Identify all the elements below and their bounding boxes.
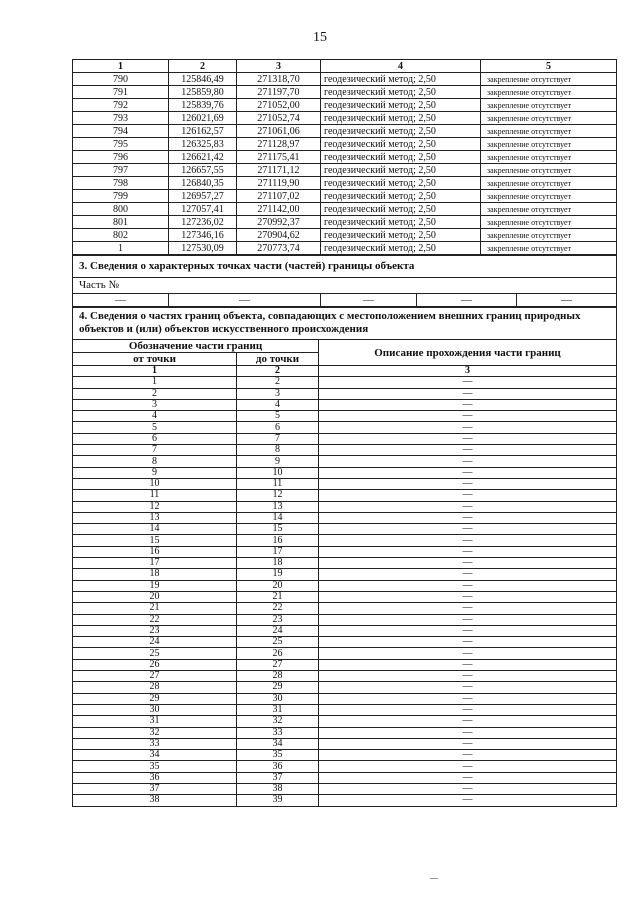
table-cell: 39 bbox=[237, 795, 319, 806]
table-row bbox=[73, 738, 617, 749]
table-cell: — bbox=[319, 693, 617, 704]
table-cell: — bbox=[319, 659, 617, 670]
table-row bbox=[73, 783, 617, 794]
table-row bbox=[73, 569, 617, 580]
table-cell: 23 bbox=[73, 625, 237, 636]
table-cell: 13 bbox=[237, 501, 319, 512]
table-cell: геодезический метод; 2,50 bbox=[321, 138, 481, 151]
table-cell: 13 bbox=[73, 512, 237, 523]
table-cell: 794 bbox=[73, 125, 169, 138]
table-cell: 4 bbox=[73, 411, 237, 422]
table-cell: 270773,74 bbox=[237, 242, 321, 255]
table-cell: 801 bbox=[73, 216, 169, 229]
table-cell: 19 bbox=[237, 569, 319, 580]
table-cell: — bbox=[319, 546, 617, 557]
table-cell: — bbox=[319, 535, 617, 546]
table-cell: 16 bbox=[237, 535, 319, 546]
table-cell: геодезический метод; 2,50 bbox=[321, 203, 481, 216]
table-cell: 802 bbox=[73, 229, 169, 242]
header-cell: 1 bbox=[73, 60, 169, 73]
table-cell: геодезический метод; 2,50 bbox=[321, 177, 481, 190]
table-row bbox=[73, 524, 617, 535]
table-cell: 271119,90 bbox=[237, 177, 321, 190]
table-cell: 26 bbox=[73, 659, 237, 670]
table-cell: закрепление отсутствует bbox=[481, 242, 617, 255]
table-cell: — bbox=[319, 524, 617, 535]
table-cell: 796 bbox=[73, 151, 169, 164]
table-cell: 271142,00 bbox=[237, 203, 321, 216]
table-cell: — bbox=[319, 648, 617, 659]
table-row bbox=[73, 693, 617, 704]
table-cell: — bbox=[319, 671, 617, 682]
table-row bbox=[73, 716, 617, 727]
dash-cell: — bbox=[321, 294, 417, 308]
table-cell: — bbox=[319, 490, 617, 501]
table-cell: — bbox=[319, 467, 617, 478]
table-cell: 799 bbox=[73, 190, 169, 203]
table-cell: — bbox=[319, 704, 617, 715]
table-cell: 7 bbox=[237, 433, 319, 444]
table-row bbox=[73, 229, 617, 242]
table-cell: 127346,16 bbox=[169, 229, 237, 242]
table-cell: 1 bbox=[73, 377, 237, 388]
table-cell: 3 bbox=[73, 399, 237, 410]
table-cell: закрепление отсутствует bbox=[481, 86, 617, 99]
table-cell: 32 bbox=[237, 716, 319, 727]
page-number: 15 bbox=[313, 30, 327, 45]
section4-title: 4. Сведения о частях границ объекта, совпадающих с местоположением внешних границ природных объектов и (или) объектов искусственного происхождения bbox=[73, 307, 617, 340]
table-cell: — bbox=[319, 411, 617, 422]
table-cell: 35 bbox=[73, 761, 237, 772]
table-cell: 24 bbox=[237, 625, 319, 636]
table-cell: 271171,12 bbox=[237, 164, 321, 177]
table-cell: 2 bbox=[73, 388, 237, 399]
table-cell: 11 bbox=[237, 478, 319, 489]
table-cell: 31 bbox=[73, 716, 237, 727]
table-row bbox=[73, 216, 617, 229]
table-cell: 27 bbox=[73, 671, 237, 682]
table-cell: — bbox=[319, 388, 617, 399]
table-cell: геодезический метод; 2,50 bbox=[321, 73, 481, 86]
table-cell: — bbox=[319, 727, 617, 738]
table-cell: — bbox=[319, 422, 617, 433]
table-cell: 5 bbox=[237, 411, 319, 422]
table-row bbox=[73, 546, 617, 557]
table-row bbox=[73, 625, 617, 636]
table-cell: — bbox=[319, 603, 617, 614]
table-row bbox=[73, 648, 617, 659]
table-cell: 37 bbox=[237, 772, 319, 783]
table-cell: 127236,02 bbox=[169, 216, 237, 229]
table-row bbox=[73, 637, 617, 648]
table-cell: 24 bbox=[73, 637, 237, 648]
table-row bbox=[73, 422, 617, 433]
table-cell: 8 bbox=[237, 445, 319, 456]
table-cell: 14 bbox=[237, 512, 319, 523]
table-cell: — bbox=[319, 433, 617, 444]
table-cell: 271061,06 bbox=[237, 125, 321, 138]
table-cell: закрепление отсутствует bbox=[481, 190, 617, 203]
table-cell: 126162,57 bbox=[169, 125, 237, 138]
table-row bbox=[73, 671, 617, 682]
table-cell: 127530,09 bbox=[169, 242, 237, 255]
coordinates-table bbox=[72, 59, 617, 255]
table-row bbox=[73, 795, 617, 806]
table-cell: 25 bbox=[237, 637, 319, 648]
table-row bbox=[73, 151, 617, 164]
dash-cell: — bbox=[417, 294, 517, 308]
table-row bbox=[73, 512, 617, 523]
table-cell: 30 bbox=[237, 693, 319, 704]
table-cell: — bbox=[319, 478, 617, 489]
table-cell: 10 bbox=[73, 478, 237, 489]
table-cell: 2 bbox=[237, 377, 319, 388]
table-row bbox=[73, 750, 617, 761]
table-cell: 271175,41 bbox=[237, 151, 321, 164]
table-row bbox=[73, 164, 617, 177]
table-cell: 126021,69 bbox=[169, 112, 237, 125]
table-cell: 32 bbox=[73, 727, 237, 738]
table-cell: — bbox=[319, 580, 617, 591]
table-cell: 271318,70 bbox=[237, 73, 321, 86]
table-cell: 126325,83 bbox=[169, 138, 237, 151]
header-cell: 4 bbox=[321, 60, 481, 73]
table-cell: 38 bbox=[73, 795, 237, 806]
table-row bbox=[73, 478, 617, 489]
table-cell: закрепление отсутствует bbox=[481, 112, 617, 125]
table-cell: 36 bbox=[237, 761, 319, 772]
table-cell: геодезический метод; 2,50 bbox=[321, 242, 481, 255]
table-cell: 26 bbox=[237, 648, 319, 659]
table-cell: 4 bbox=[237, 399, 319, 410]
table-cell: 271197,70 bbox=[237, 86, 321, 99]
table-cell: — bbox=[319, 716, 617, 727]
col-desc-header: Описание прохождения части границ bbox=[319, 340, 617, 366]
header-cell: 2 bbox=[169, 60, 237, 73]
table-row bbox=[73, 490, 617, 501]
table-cell: закрепление отсутствует bbox=[481, 203, 617, 216]
table-cell: 12 bbox=[73, 501, 237, 512]
table-row bbox=[73, 727, 617, 738]
table-cell: закрепление отсутствует bbox=[481, 125, 617, 138]
table-cell: 270904,62 bbox=[237, 229, 321, 242]
table-cell: геодезический метод; 2,50 bbox=[321, 99, 481, 112]
table-cell: закрепление отсутствует bbox=[481, 73, 617, 86]
table-cell: 34 bbox=[237, 738, 319, 749]
table-cell: 127057,41 bbox=[169, 203, 237, 216]
table-cell: 790 bbox=[73, 73, 169, 86]
table-row bbox=[73, 501, 617, 512]
table-cell: 125846,49 bbox=[169, 73, 237, 86]
dash-cell: — bbox=[169, 294, 321, 308]
table-cell: 271107,02 bbox=[237, 190, 321, 203]
num-header-cell: 2 bbox=[237, 366, 319, 377]
table-row bbox=[73, 445, 617, 456]
table-cell: 7 bbox=[73, 445, 237, 456]
header-cell: 3 bbox=[237, 60, 321, 73]
table-cell: закрепление отсутствует bbox=[481, 216, 617, 229]
table-cell: закрепление отсутствует bbox=[481, 229, 617, 242]
table-row bbox=[73, 73, 617, 86]
table-cell: геодезический метод; 2,50 bbox=[321, 164, 481, 177]
table-cell: — bbox=[319, 399, 617, 410]
table-cell: — bbox=[319, 795, 617, 806]
table-cell: 29 bbox=[73, 693, 237, 704]
table-cell: 16 bbox=[73, 546, 237, 557]
col-to-header: до точки bbox=[237, 353, 319, 366]
table-row bbox=[73, 177, 617, 190]
table-cell: 20 bbox=[73, 591, 237, 602]
table-cell: — bbox=[319, 750, 617, 761]
table-cell: геодезический метод; 2,50 bbox=[321, 151, 481, 164]
section4-table bbox=[72, 306, 617, 807]
scan-mark bbox=[430, 878, 438, 879]
table-cell: 792 bbox=[73, 99, 169, 112]
table-row bbox=[73, 86, 617, 99]
table-cell: 793 bbox=[73, 112, 169, 125]
table-row bbox=[73, 704, 617, 715]
table-cell: закрепление отсутствует bbox=[481, 138, 617, 151]
table-cell: 29 bbox=[237, 682, 319, 693]
table-row bbox=[73, 190, 617, 203]
table-cell: геодезический метод; 2,50 bbox=[321, 190, 481, 203]
table-cell: 8 bbox=[73, 456, 237, 467]
table-row bbox=[73, 99, 617, 112]
table-cell: — bbox=[319, 377, 617, 388]
dash-cell: — bbox=[73, 294, 169, 308]
table-row bbox=[73, 456, 617, 467]
table-cell: 25 bbox=[73, 648, 237, 659]
table-cell: 797 bbox=[73, 164, 169, 177]
table-cell: 1 bbox=[73, 242, 169, 255]
table-cell: 21 bbox=[237, 591, 319, 602]
table-cell: 14 bbox=[73, 524, 237, 535]
table-header-row bbox=[73, 60, 617, 73]
table-cell: геодезический метод; 2,50 bbox=[321, 216, 481, 229]
table-cell: закрепление отсутствует bbox=[481, 151, 617, 164]
table-cell: — bbox=[319, 738, 617, 749]
dash-cell: — bbox=[517, 294, 617, 308]
section3-title: 3. Сведения о характерных точках части (частей) границы объекта bbox=[73, 256, 617, 278]
table-cell: 22 bbox=[73, 614, 237, 625]
table-cell: 126840,35 bbox=[169, 177, 237, 190]
table-row bbox=[73, 535, 617, 546]
table-cell: 798 bbox=[73, 177, 169, 190]
table-cell: 795 bbox=[73, 138, 169, 151]
table-cell: 17 bbox=[73, 558, 237, 569]
table-cell: 38 bbox=[237, 783, 319, 794]
table-cell: — bbox=[319, 614, 617, 625]
table-cell: 6 bbox=[73, 433, 237, 444]
table-cell: геодезический метод; 2,50 bbox=[321, 86, 481, 99]
table-row bbox=[73, 682, 617, 693]
table-cell: 12 bbox=[237, 490, 319, 501]
table-cell: 15 bbox=[237, 524, 319, 535]
table-cell: 125859,80 bbox=[169, 86, 237, 99]
table-cell: — bbox=[319, 569, 617, 580]
table-row bbox=[73, 761, 617, 772]
num-header-cell: 3 bbox=[319, 366, 617, 377]
table-cell: — bbox=[319, 783, 617, 794]
table-cell: 271128,97 bbox=[237, 138, 321, 151]
table-cell: закрепление отсутствует bbox=[481, 99, 617, 112]
table-cell: 22 bbox=[237, 603, 319, 614]
table-cell: 800 bbox=[73, 203, 169, 216]
table-row bbox=[73, 411, 617, 422]
table-cell: 20 bbox=[237, 580, 319, 591]
section3-table bbox=[72, 255, 617, 308]
table-cell: 27 bbox=[237, 659, 319, 670]
table-row bbox=[73, 614, 617, 625]
table-row bbox=[73, 591, 617, 602]
table-cell: — bbox=[319, 761, 617, 772]
table-row bbox=[73, 467, 617, 478]
table-cell: 36 bbox=[73, 772, 237, 783]
col-group-header: Обозначение части границ bbox=[73, 340, 319, 353]
table-cell: 31 bbox=[237, 704, 319, 715]
table-row bbox=[73, 203, 617, 216]
table-cell: — bbox=[319, 445, 617, 456]
table-cell: — bbox=[319, 456, 617, 467]
table-cell: 21 bbox=[73, 603, 237, 614]
table-cell: 6 bbox=[237, 422, 319, 433]
table-cell: — bbox=[319, 512, 617, 523]
table-cell: — bbox=[319, 682, 617, 693]
table-cell: — bbox=[319, 625, 617, 636]
table-cell: 34 bbox=[73, 750, 237, 761]
table-row bbox=[73, 388, 617, 399]
table-cell: 15 bbox=[73, 535, 237, 546]
table-cell: закрепление отсутствует bbox=[481, 164, 617, 177]
table-cell: 791 bbox=[73, 86, 169, 99]
table-cell: — bbox=[319, 772, 617, 783]
table-cell: 125839,76 bbox=[169, 99, 237, 112]
table-row bbox=[73, 138, 617, 151]
header-cell: 5 bbox=[481, 60, 617, 73]
table-row bbox=[73, 558, 617, 569]
table-cell: 37 bbox=[73, 783, 237, 794]
table-cell: 271052,74 bbox=[237, 112, 321, 125]
table-row bbox=[73, 242, 617, 255]
table-row bbox=[73, 399, 617, 410]
table-cell: 3 bbox=[237, 388, 319, 399]
table-row bbox=[73, 125, 617, 138]
table-cell: — bbox=[319, 591, 617, 602]
table-row bbox=[73, 659, 617, 670]
table-cell: 270992,37 bbox=[237, 216, 321, 229]
table-cell: 5 bbox=[73, 422, 237, 433]
table-cell: 9 bbox=[73, 467, 237, 478]
table-row bbox=[73, 433, 617, 444]
table-row bbox=[73, 377, 617, 388]
table-cell: 18 bbox=[237, 558, 319, 569]
table-cell: 9 bbox=[237, 456, 319, 467]
table-cell: 23 bbox=[237, 614, 319, 625]
table-cell: — bbox=[319, 501, 617, 512]
table-cell: 28 bbox=[73, 682, 237, 693]
table-cell: 30 bbox=[73, 704, 237, 715]
table-cell: геодезический метод; 2,50 bbox=[321, 229, 481, 242]
table-row bbox=[73, 580, 617, 591]
table-cell: 17 bbox=[237, 546, 319, 557]
table-cell: закрепление отсутствует bbox=[481, 177, 617, 190]
table-cell: геодезический метод; 2,50 bbox=[321, 112, 481, 125]
table-row bbox=[73, 603, 617, 614]
table-cell: 126657,55 bbox=[169, 164, 237, 177]
table-cell: 271052,00 bbox=[237, 99, 321, 112]
col-from-header: от точки bbox=[73, 353, 237, 366]
table-cell: 28 bbox=[237, 671, 319, 682]
table-cell: — bbox=[319, 558, 617, 569]
table-cell: геодезический метод; 2,50 bbox=[321, 125, 481, 138]
table-cell: 19 bbox=[73, 580, 237, 591]
table-cell: 10 bbox=[237, 467, 319, 478]
part-number-label: Часть № bbox=[73, 278, 617, 294]
table-cell: 126957,27 bbox=[169, 190, 237, 203]
table-row bbox=[73, 772, 617, 783]
table-row bbox=[73, 112, 617, 125]
table-cell: 33 bbox=[237, 727, 319, 738]
table-cell: 18 bbox=[73, 569, 237, 580]
table-cell: 11 bbox=[73, 490, 237, 501]
table-cell: 126621,42 bbox=[169, 151, 237, 164]
table-cell: 33 bbox=[73, 738, 237, 749]
table-cell: 35 bbox=[237, 750, 319, 761]
num-header-cell: 1 bbox=[73, 366, 237, 377]
table-cell: — bbox=[319, 637, 617, 648]
